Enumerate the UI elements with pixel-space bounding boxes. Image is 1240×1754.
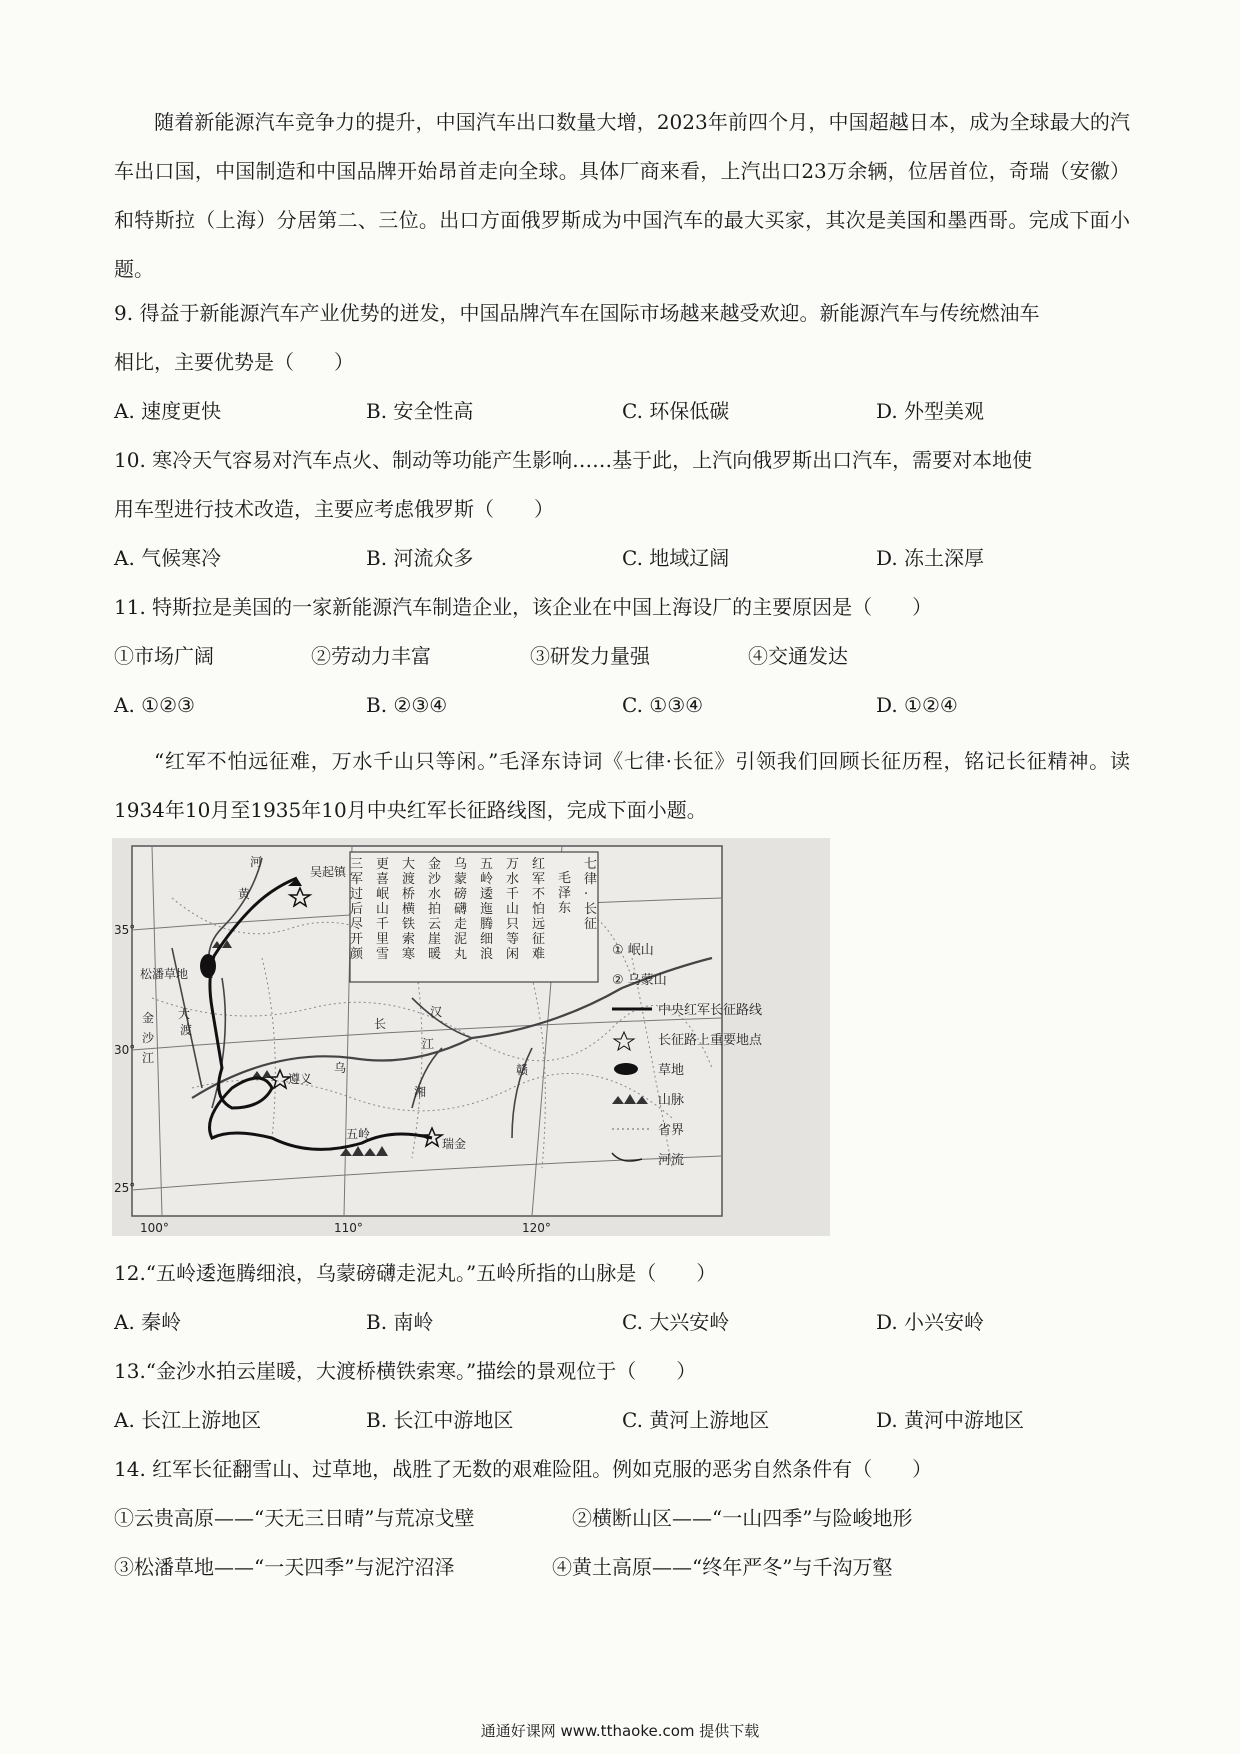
- q11-item-4: ④交通发达: [748, 644, 848, 668]
- map-lat-35: 35°: [114, 923, 136, 937]
- q12-option-d[interactable]: D. 小兴安岭: [876, 1310, 985, 1334]
- q11-option-c[interactable]: C. ①③④: [622, 693, 704, 717]
- question-10-stem: 10. 寒冷天气容易对汽车点火、制动等功能产生影响……基于此，上汽向俄罗斯出口汽车，需要对本地使: [114, 448, 1033, 472]
- poem-line: 红军不怕远征难: [532, 857, 546, 962]
- q11-item-3: ③研发力量强: [530, 644, 650, 668]
- q13-option-b[interactable]: B. 长江中游地区: [366, 1408, 514, 1432]
- q10-option-d[interactable]: D. 冻土深厚: [876, 546, 985, 570]
- q11-item-2: ②劳动力丰富: [311, 644, 431, 668]
- map-label-wu: 乌: [334, 1061, 347, 1075]
- q9-option-b[interactable]: B. 安全性高: [366, 399, 474, 423]
- q10-option-a[interactable]: A. 气候寒冷: [114, 546, 222, 570]
- q14-item-4: ④黄土高原——“终年严冬”与千沟万壑: [552, 1555, 893, 1579]
- q14-item-2: ②横断山区——“一山四季”与险峻地形: [572, 1506, 913, 1530]
- map-label-wuqizhen: 吴起镇: [310, 865, 347, 879]
- q11-option-d[interactable]: D. ①②④: [876, 693, 958, 717]
- map-label-xiang: 湘: [414, 1085, 427, 1099]
- poem-line: 大渡桥横铁索寒: [402, 857, 416, 962]
- q10-option-c[interactable]: C. 地域辽阔: [622, 546, 730, 570]
- legend-item: ② 乌蒙山: [612, 973, 667, 988]
- passage-text: 随着新能源汽车竞争力的提升，中国汽车出口数量大增，2023年前四个月，中国超越日本，成为全球最大的汽车出口国，中国制造和中国品牌开始昂首走向全球。具体厂商来看，上汽出口23万余辆，位居首位，奇瑞（安徽）和特斯拉（上海）分居第二、三位。出口方面俄罗斯成为中国汽车的最大买家，其次是美国和墨西哥。完成下面小题。: [114, 110, 1130, 281]
- poem-line: 万水千山只等闲: [506, 857, 520, 962]
- legend-item: 河流: [658, 1153, 685, 1168]
- map-label-da: 大: [178, 1007, 191, 1021]
- q13-option-c[interactable]: C. 黄河上游地区: [622, 1408, 770, 1432]
- long-march-map: [112, 838, 830, 1236]
- map-label-jiang2: 江: [142, 1051, 155, 1065]
- q13-option-a[interactable]: A. 长江上游地区: [114, 1408, 262, 1432]
- map-label-chang: 长: [374, 1017, 387, 1031]
- footer-download-note: 通通好课网 www.tthaoke.com 提供下载: [480, 1722, 760, 1740]
- map-label-sha: 沙: [142, 1031, 155, 1045]
- q12-option-c[interactable]: C. 大兴安岭: [622, 1310, 730, 1334]
- question-11-stem: 11. 特斯拉是美国的一家新能源汽车制造企业，该企业在中国上海设厂的主要原因是（ ）: [114, 595, 933, 619]
- q9-option-a[interactable]: A. 速度更快: [114, 399, 222, 423]
- q14-item-3: ③松潘草地——“一天四季”与泥泞沼泽: [114, 1555, 455, 1579]
- poem-line: 乌蒙磅礴走泥丸: [454, 857, 468, 962]
- map-label-jin: 金: [142, 1011, 155, 1025]
- question-14-stem: 14. 红军长征翻雪山、过草地，战胜了无数的艰难险阻。例如克服的恶劣自然条件有（ ）: [114, 1457, 933, 1481]
- map-lon-110: 110°: [334, 1221, 363, 1235]
- legend-symbol: [614, 1063, 638, 1075]
- map-label-he: 河: [250, 855, 263, 869]
- legend-item: 长征路上重要地点: [658, 1033, 763, 1048]
- map-label-du: 渡: [180, 1023, 193, 1037]
- q9-option-d[interactable]: D. 外型美观: [876, 399, 985, 423]
- map-label-zunyi: 遵义: [288, 1072, 313, 1086]
- q13-option-d[interactable]: D. 黄河中游地区: [876, 1408, 1025, 1432]
- poem-line: 五岭逶迤腾细浪: [480, 857, 494, 962]
- q11-option-b[interactable]: B. ②③④: [366, 693, 448, 717]
- map-label-jiang: 江: [422, 1037, 435, 1051]
- passage-intro-cars: [114, 98, 1130, 294]
- map-label-wuling: 五岭: [346, 1127, 371, 1141]
- question-9-stem: 9. 得益于新能源汽车产业优势的迸发，中国品牌汽车在国际市场越来越受欢迎。新能源汽车与传统燃油车: [114, 301, 1040, 325]
- q10-option-b[interactable]: B. 河流众多: [366, 546, 474, 570]
- legend-item: 中央红军长征路线: [658, 1003, 763, 1018]
- poem-line: 更喜岷山千里雪: [376, 857, 390, 962]
- map-label-han: 汉: [430, 1005, 443, 1019]
- question-9-stem-cont: 相比，主要优势是（ ）: [114, 350, 354, 374]
- map-lon-100: 100°: [140, 1221, 169, 1235]
- q9-option-c[interactable]: C. 环保低碳: [622, 399, 730, 423]
- passage-long-march: [114, 737, 1130, 835]
- q11-option-a[interactable]: A. ①②③: [114, 693, 195, 717]
- q12-option-b[interactable]: B. 南岭: [366, 1310, 434, 1334]
- question-10-stem-cont: 用车型进行技术改造，主要应考虑俄罗斯（ ）: [114, 497, 554, 521]
- question-12-stem: 12.“五岭逶迤腾细浪，乌蒙磅礴走泥丸。”五岭所指的山脉是（ ）: [114, 1261, 717, 1285]
- map-lat-25: 25°: [114, 1181, 136, 1195]
- poem-line: 金沙水拍云崖暖: [428, 857, 442, 962]
- poem-title: 七律·长征: [584, 857, 598, 932]
- question-13-stem: 13.“金沙水拍云崖暖，大渡桥横铁索寒。”描绘的景观位于（ ）: [114, 1359, 697, 1383]
- q12-option-a[interactable]: A. 秦岭: [114, 1310, 182, 1334]
- map-label-gan: 赣: [516, 1063, 529, 1077]
- q11-item-1: ①市场广阔: [114, 644, 214, 668]
- map-label-songpan: 松潘草地: [140, 967, 189, 981]
- legend-item: 省界: [658, 1123, 685, 1138]
- poem-author: 毛泽东: [558, 871, 572, 916]
- map-lat-30: 30°: [114, 1043, 136, 1057]
- passage-text: “红军不怕远征难，万水千山只等闲。”毛泽东诗词《七律·长征》引领我们回顾长征历程，铭记长征精神。读1934年10月至1935年10月中央红军长征路线图，完成下面小题。: [114, 749, 1130, 822]
- legend-item: 山脉: [658, 1093, 685, 1108]
- map-lon-120: 120°: [522, 1221, 551, 1235]
- map-label-huang: 黄: [238, 887, 251, 901]
- legend-item: ① 岷山: [612, 943, 654, 958]
- legend-item: 草地: [658, 1063, 685, 1078]
- map-label-ruijin: 瑞金: [442, 1137, 467, 1151]
- poem-line: 三军过后尽开颜: [350, 857, 364, 962]
- q14-item-1: ①云贵高原——“天无三日晴”与荒凉戈壁: [114, 1506, 475, 1530]
